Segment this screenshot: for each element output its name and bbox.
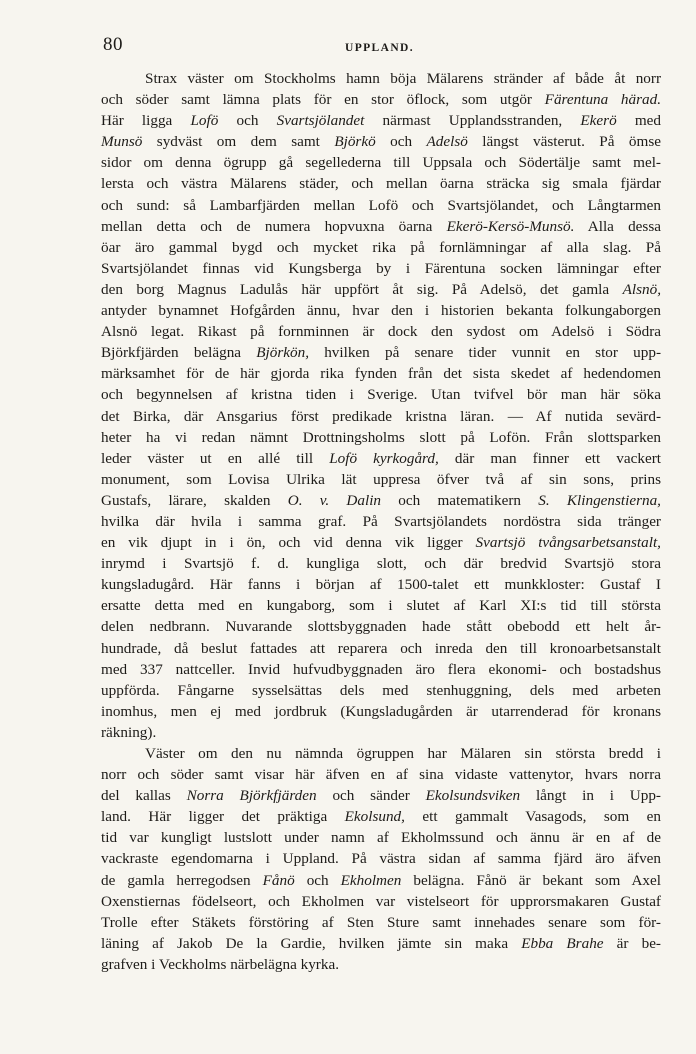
- text-line: [101, 954, 661, 975]
- text-line: [101, 595, 661, 616]
- text-line: [101, 511, 661, 532]
- text-run: är be-: [603, 934, 661, 952]
- text-run: med 337 nattceller. Invid hufvudbyggnaden äro flera ekonomi- och bostadshus: [101, 660, 661, 678]
- text-run: och: [218, 112, 277, 130]
- text-line: [101, 173, 661, 194]
- text-run: land. Här ligger det präktiga: [101, 808, 345, 826]
- text-line: [101, 110, 661, 131]
- text-run: och: [375, 133, 427, 151]
- text-line: [101, 701, 661, 722]
- text-run: och: [294, 871, 341, 889]
- text-line: [101, 680, 661, 701]
- text-run: heter ha vi redan nämnt Drottningsholms slott på Lofön. Från slottsparken: [101, 428, 661, 446]
- text-run: ett gammalt Vasagods, som en: [404, 808, 661, 826]
- italic-name: Björkön,: [256, 344, 309, 362]
- text-line: [101, 659, 661, 680]
- text-line: [101, 616, 661, 637]
- text-line: [101, 764, 661, 785]
- italic-name: Munsö: [101, 133, 143, 151]
- text-line: [101, 490, 661, 511]
- text-line: [101, 469, 661, 490]
- text-line: [101, 68, 661, 89]
- text-line: [101, 912, 661, 933]
- text-run: närmast Upplandsstranden,: [364, 112, 581, 130]
- text-run: öar äro gammal bygd och mycket rika på fornlämningar af alla slag. På: [101, 238, 661, 256]
- page-number: 80: [103, 34, 123, 55]
- text-run: där man finner ett vackert: [438, 449, 661, 467]
- body-text: [101, 68, 661, 975]
- italic-name: Färentuna härad.: [544, 91, 661, 109]
- text-run: sidor om denna ögrupp gå segellederna till Uppsala och Södertälje samt mel-: [101, 154, 661, 172]
- text-line: [101, 806, 661, 827]
- italic-name: Ekholmen: [340, 871, 402, 889]
- text-run: Oxenstiernas födelseort, och Ekholmen var vistelseort för upprorsmakaren Gustaf: [101, 892, 661, 910]
- running-title: UPPLAND.: [345, 42, 415, 54]
- text-line: [101, 638, 661, 659]
- italic-name: Ekolsund,: [344, 808, 405, 826]
- text-run: Trolle efter Stäkets förstöring af Sten Sture samt innehades senare som för-: [101, 913, 661, 931]
- italic-name: Ekerö: [580, 112, 617, 130]
- text-run: Gustafs, lärare, skalden: [101, 491, 288, 509]
- text-run: och begynnelsen af kristna tiden i Sverige. Utan tvifvel bör man här söka: [101, 386, 661, 404]
- text-run: hundrade, då beslut fattades att reparera och inreda den till kronoarbetsanstalt: [101, 639, 661, 657]
- text-line: [101, 152, 661, 173]
- text-line: [101, 89, 661, 110]
- text-run: grafven i Veckholms närbelägna kyrka.: [101, 955, 339, 973]
- italic-name: S. Klingenstierna,: [538, 491, 661, 509]
- text-line: [101, 870, 661, 891]
- text-line: [101, 195, 661, 216]
- italic-name: Björkö: [334, 133, 376, 151]
- italic-name: Ekolsundsviken: [425, 787, 521, 805]
- text-line: [101, 448, 661, 469]
- italic-name: Lofö kyrkogård,: [329, 449, 439, 467]
- text-run: och söder samt lämna plats för en stor öflock, som utgör: [101, 91, 545, 109]
- text-run: den borg Magnus Ladulås här uppfört åt sig. På Adelsö, det gamla: [101, 280, 623, 298]
- text-run: monument, som Lovisa Ulrika lät uppresa öfver två af sin sons, prins: [101, 470, 661, 488]
- text-line: [101, 342, 661, 363]
- text-run: inomhus, men ej med jordbruk (Kungsladugården är utarrenderad för kronans: [101, 702, 661, 720]
- text-run: med: [616, 112, 661, 130]
- text-run: ersatte detta med en kungaborg, som i slutet af Karl XI:s tid till största: [101, 597, 661, 615]
- text-line: [101, 279, 661, 300]
- text-run: och matematikern: [381, 491, 539, 509]
- text-line: [101, 532, 661, 553]
- text-line: [101, 216, 661, 237]
- text-run: sydväst om dem samt: [142, 133, 335, 151]
- text-line: [101, 384, 661, 405]
- italic-name: Ebba Brahe: [521, 934, 604, 952]
- text-run: Här ligga: [101, 112, 191, 130]
- italic-name: Alsnö,: [622, 280, 661, 298]
- text-run: det Birka, där Ansgarius först predikade kristna läran. — Af nutida sevärd-: [101, 407, 661, 425]
- italic-name: Lofö: [190, 112, 219, 130]
- italic-name: Svartsjölandet: [276, 112, 365, 130]
- text-run: märksamhet för de här gjorda rika fynden från det sista skedet af hedendomen: [101, 365, 661, 383]
- text-run: antyder bynamnet Hofgården ännu, hvar den i historien bekanta folkungaborgen: [101, 302, 661, 320]
- text-run: Väster om den nu nämnda ögruppen har Mälaren sin största bredd i: [145, 745, 661, 762]
- text-run: Strax väster om Stockholms hamn böja Mälarens stränder af både åt norr: [145, 70, 661, 87]
- text-line: [101, 321, 661, 342]
- text-run: delen nedbrann. Nuvarande slottsbyggnaden hade stått obebodd ett helt år-: [101, 618, 661, 636]
- text-line: [101, 848, 661, 869]
- text-line: [101, 406, 661, 427]
- text-line: [101, 722, 661, 743]
- text-line: [101, 933, 661, 954]
- text-line: [101, 427, 661, 448]
- text-run: hvilka där hvila i samma graf. På Svartsjölandets nordöstra sida tränger: [101, 512, 661, 530]
- text-run: norr och söder samt visar här äfven en af sina vidaste vattenytor, hvars norra: [101, 766, 661, 784]
- text-line: [101, 891, 661, 912]
- text-run: de gamla herregodsen: [101, 871, 263, 889]
- text-line: [101, 574, 661, 595]
- text-run: Björkfjärden belägna: [101, 344, 257, 362]
- text-line: [101, 258, 661, 279]
- text-run: och sänder: [316, 787, 426, 805]
- text-run: Alsnö legat. Rikast på fornminnen är dock den sydost om Adelsö i Södra: [101, 323, 661, 341]
- text-run: vackraste egendomarna i Uppland. På västra sidan af samma fjärd äro äfven: [101, 850, 661, 868]
- text-line: [101, 553, 661, 574]
- italic-name: Fånö: [262, 871, 295, 889]
- text-run: läning af Jakob De la Gardie, hvilken jämte sin maka: [101, 934, 522, 952]
- text-line: [101, 131, 661, 152]
- text-run: uppförda. Fångarne sysselsättas dels med stenhuggning, dels med arbeten: [101, 681, 661, 699]
- text-line: [101, 827, 661, 848]
- italic-name: O. v. Dalin: [287, 491, 382, 509]
- italic-name: Adelsö: [426, 133, 468, 151]
- text-run: en vik djupt in i ön, och vid denna vik ligger: [101, 534, 476, 552]
- text-run: längst västerut. På ömse: [467, 133, 661, 151]
- italic-name: Ekerö-Kersö-Munsö.: [446, 217, 575, 235]
- text-run: kungsladugård. Här fanns i början af 1500-talet ett munkkloster: Gustaf I: [101, 576, 661, 594]
- text-line: [101, 743, 661, 764]
- text-run: Alla dessa: [574, 217, 661, 235]
- text-run: mellan detta och de numera hopvuxna öarna: [101, 217, 447, 235]
- text-run: del kallas: [101, 787, 187, 805]
- text-run: räkning).: [101, 723, 157, 741]
- text-line: [101, 363, 661, 384]
- text-run: och sund: så Lambarfjärden mellan Lofö och Svartsjölandet, och Långtarmen: [101, 196, 661, 214]
- text-line: [101, 237, 661, 258]
- text-run: leder väster ut en allé till: [101, 449, 330, 467]
- text-line: [101, 785, 661, 806]
- text-run: Svartsjölandet finnas vid Kungsberga by i Färentuna socken lämningar efter: [101, 259, 661, 277]
- text-run: inrymd i Svartsjö f. d. kungliga slott, och där bredvid Svartsjö stora: [101, 555, 661, 573]
- text-run: belägna. Fånö är bekant som Axel: [401, 871, 661, 889]
- italic-name: Svartsjö tvångsarbetsanstalt,: [475, 534, 661, 552]
- text-line: [101, 300, 661, 321]
- text-run: tid var kungligt lustslott under namn af Ekholmssund och ännu är en af de: [101, 829, 661, 847]
- text-run: långt in i Upp-: [520, 787, 661, 805]
- text-run: lersta och västra Mälarens städer, och mellan öarna sträcka sig smala fjärdar: [101, 175, 661, 193]
- italic-name: Norra Björkfjärden: [186, 787, 317, 805]
- text-run: hvilken på senare tider vunnit en stor upp-: [309, 344, 661, 362]
